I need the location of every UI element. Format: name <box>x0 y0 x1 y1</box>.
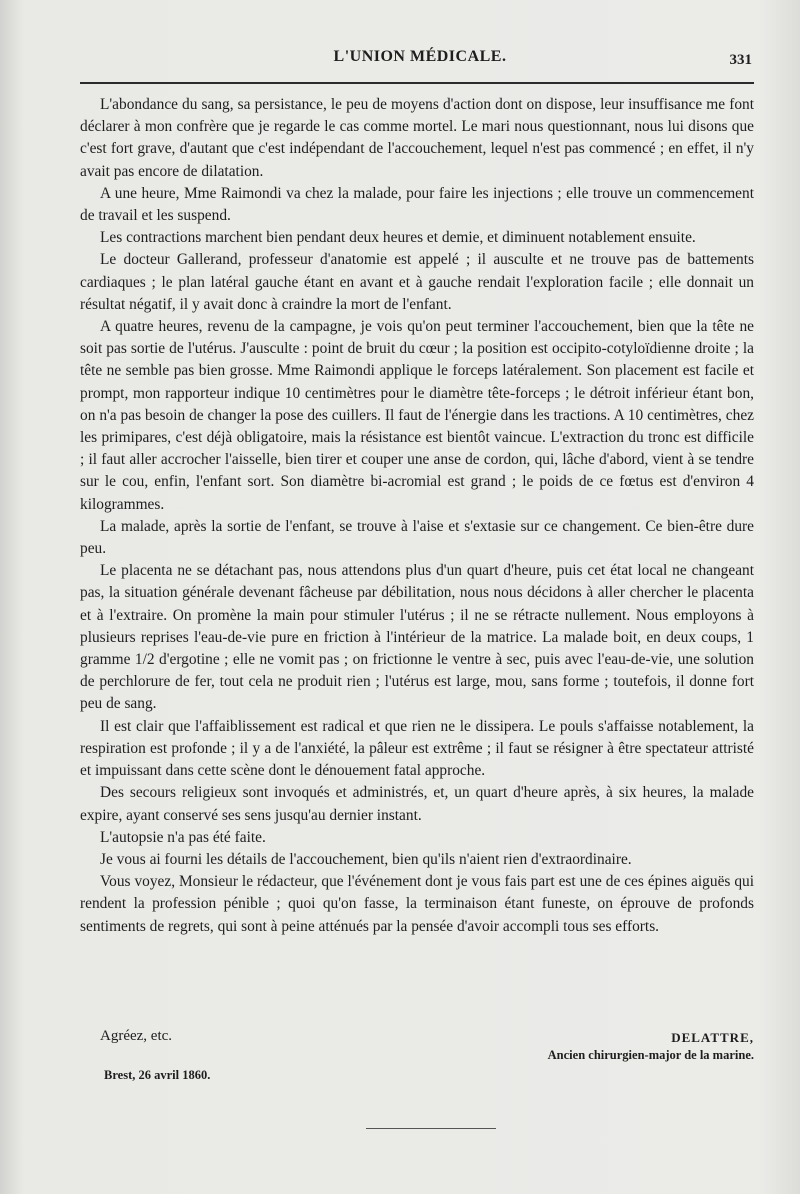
header-rule <box>80 82 754 84</box>
paragraph: L'autopsie n'a pas été faite. <box>100 828 266 846</box>
paragraph: Les contractions marchent bien pendant deux heures et demie, et diminuent notablement ensuite. <box>100 229 696 247</box>
signer-name: DELATTRE, <box>671 1030 754 1045</box>
paragraph: Il est clair que l'affaiblissement est radical et que rien ne le dissipera. Le pouls s'affaisse notablement, la respiration est profonde ; il y a de l'anxiété, la pâleur est extrême ; il faut se résigner à être spectateur attristé et impuissant dans cette scène dont le dénouement fatal approche. <box>80 717 754 780</box>
paragraph: A une heure, Mme Raimondi va chez la malade, pour faire les injections ; elle trouve un commencement de travail et les suspend. <box>80 184 754 225</box>
paragraph: Le docteur Gallerand, professeur d'anatomie est appelé ; il ausculte et ne trouve pas de battements cardiaques ; le plan latéral gauche étant en avant et à gauche rendait l'exploration facile ; elle donnait un résultat négatif, il y avait donc à craindre la mort de l'enfant. <box>80 251 754 313</box>
article-body <box>80 94 754 938</box>
paragraph: Vous voyez, Monsieur le rédacteur, que l'événement dont je vous fais part est une de ces épines aiguës qui rendent la profession pénible ; quoi qu'on fasse, la terminaison étant funeste, on éprouve de profonds sentiments de regrets, qui sont à peine atténués par la pensée d'avoir accompli tous ses efforts. <box>80 873 754 935</box>
running-title: L'UNION MÉDICALE. <box>333 48 507 65</box>
paragraph: Le placenta ne se détachant pas, nous attendons plus d'un quart d'heure, puis cet état local ne changeant pas, la situation générale devenant fâcheuse par débilitation, nous nous décidons à aller chercher le placenta et à l'extraire. On promène la main pour stimuler l'utérus ; il ne se rétracte nullement. Nous employons à plusieurs reprises l'eau-de-vie pure en friction à l'intérieur de la matrice. La malade boit, en deux coups, 1 gramme 1/2 d'ergotine ; elle ne vomit pas ; on frictionne le ventre à sec, puis avec l'eau-de-vie, une solution de perchlorure de fer, tout cela ne produit rien ; l'utérus est large, mou, sans forme ; toutefois, il donne fort peu de sang. <box>80 562 754 713</box>
signature-block <box>80 1026 754 1092</box>
paragraph: A quatre heures, revenu de la campagne, je vois qu'on peut terminer l'accouchement, bien que la tête ne soit pas sortie de l'utérus. J'ausculte : point de bruit du cœur ; la position est occipito-cotyloïdienne droite ; la tête ne semble pas bien grosse. Mme Raimondi applique le forceps latéralement. Son placement est facile et prompt, mon rapporteur indique 10 centimètres pour le diamètre tête-forceps ; le détroit inférieur étant bon, on n'a pas besoin de changer la pose des cuillers. Il faut de l'énergie dans les tractions. A 10 centimètres, chez les primipares, c'est déjà obligatoire, mais la résistance est bientôt vaincue. L'extraction du tronc est difficile ; il faut aller accrocher l'aisselle, bien tirer et couper une anse de cordon, qui, lâche d'abord, vient à se tendre sur le cou, enfin, l'enfant sort. Son diamètre bi-acromial est grand ; le poids de ce fœtus est d'environ 4 kilogrammes. <box>80 318 754 513</box>
end-rule <box>366 1128 496 1129</box>
dateline: Brest, 26 avril 1860. <box>104 1068 211 1082</box>
paragraph: Je vous ai fourni les détails de l'accouchement, bien qu'ils n'aient rien d'extraordinaire. <box>100 850 632 868</box>
signer-title: Ancien chirurgien-major de la marine. <box>547 1048 754 1062</box>
running-head <box>80 48 760 78</box>
paragraph: L'abondance du sang, sa persistance, le peu de moyens d'action dont on dispose, leur insuffisance me font déclarer à mon confrère que je regarde le cas comme mortel. Le mari nous questionnant, nous lui disons que c'est fort grave, d'autant que c'est indépendant de l'accouchement, lequel n'est pas commencé ; en effet, il n'y avait pas encore de dilatation. <box>80 96 754 180</box>
page-number: 331 <box>729 52 752 68</box>
paragraph: Des secours religieux sont invoqués et administrés, et, un quart d'heure après, à six heures, la malade expire, ayant conservé ses sens jusqu'au dernier instant. <box>80 784 754 824</box>
paragraph: La malade, après la sortie de l'enfant, se trouve à l'aise et s'extasie sur ce changement. Ce bien-être dure peu. <box>80 517 754 558</box>
closing-formula: Agréez, etc. <box>100 1028 173 1044</box>
